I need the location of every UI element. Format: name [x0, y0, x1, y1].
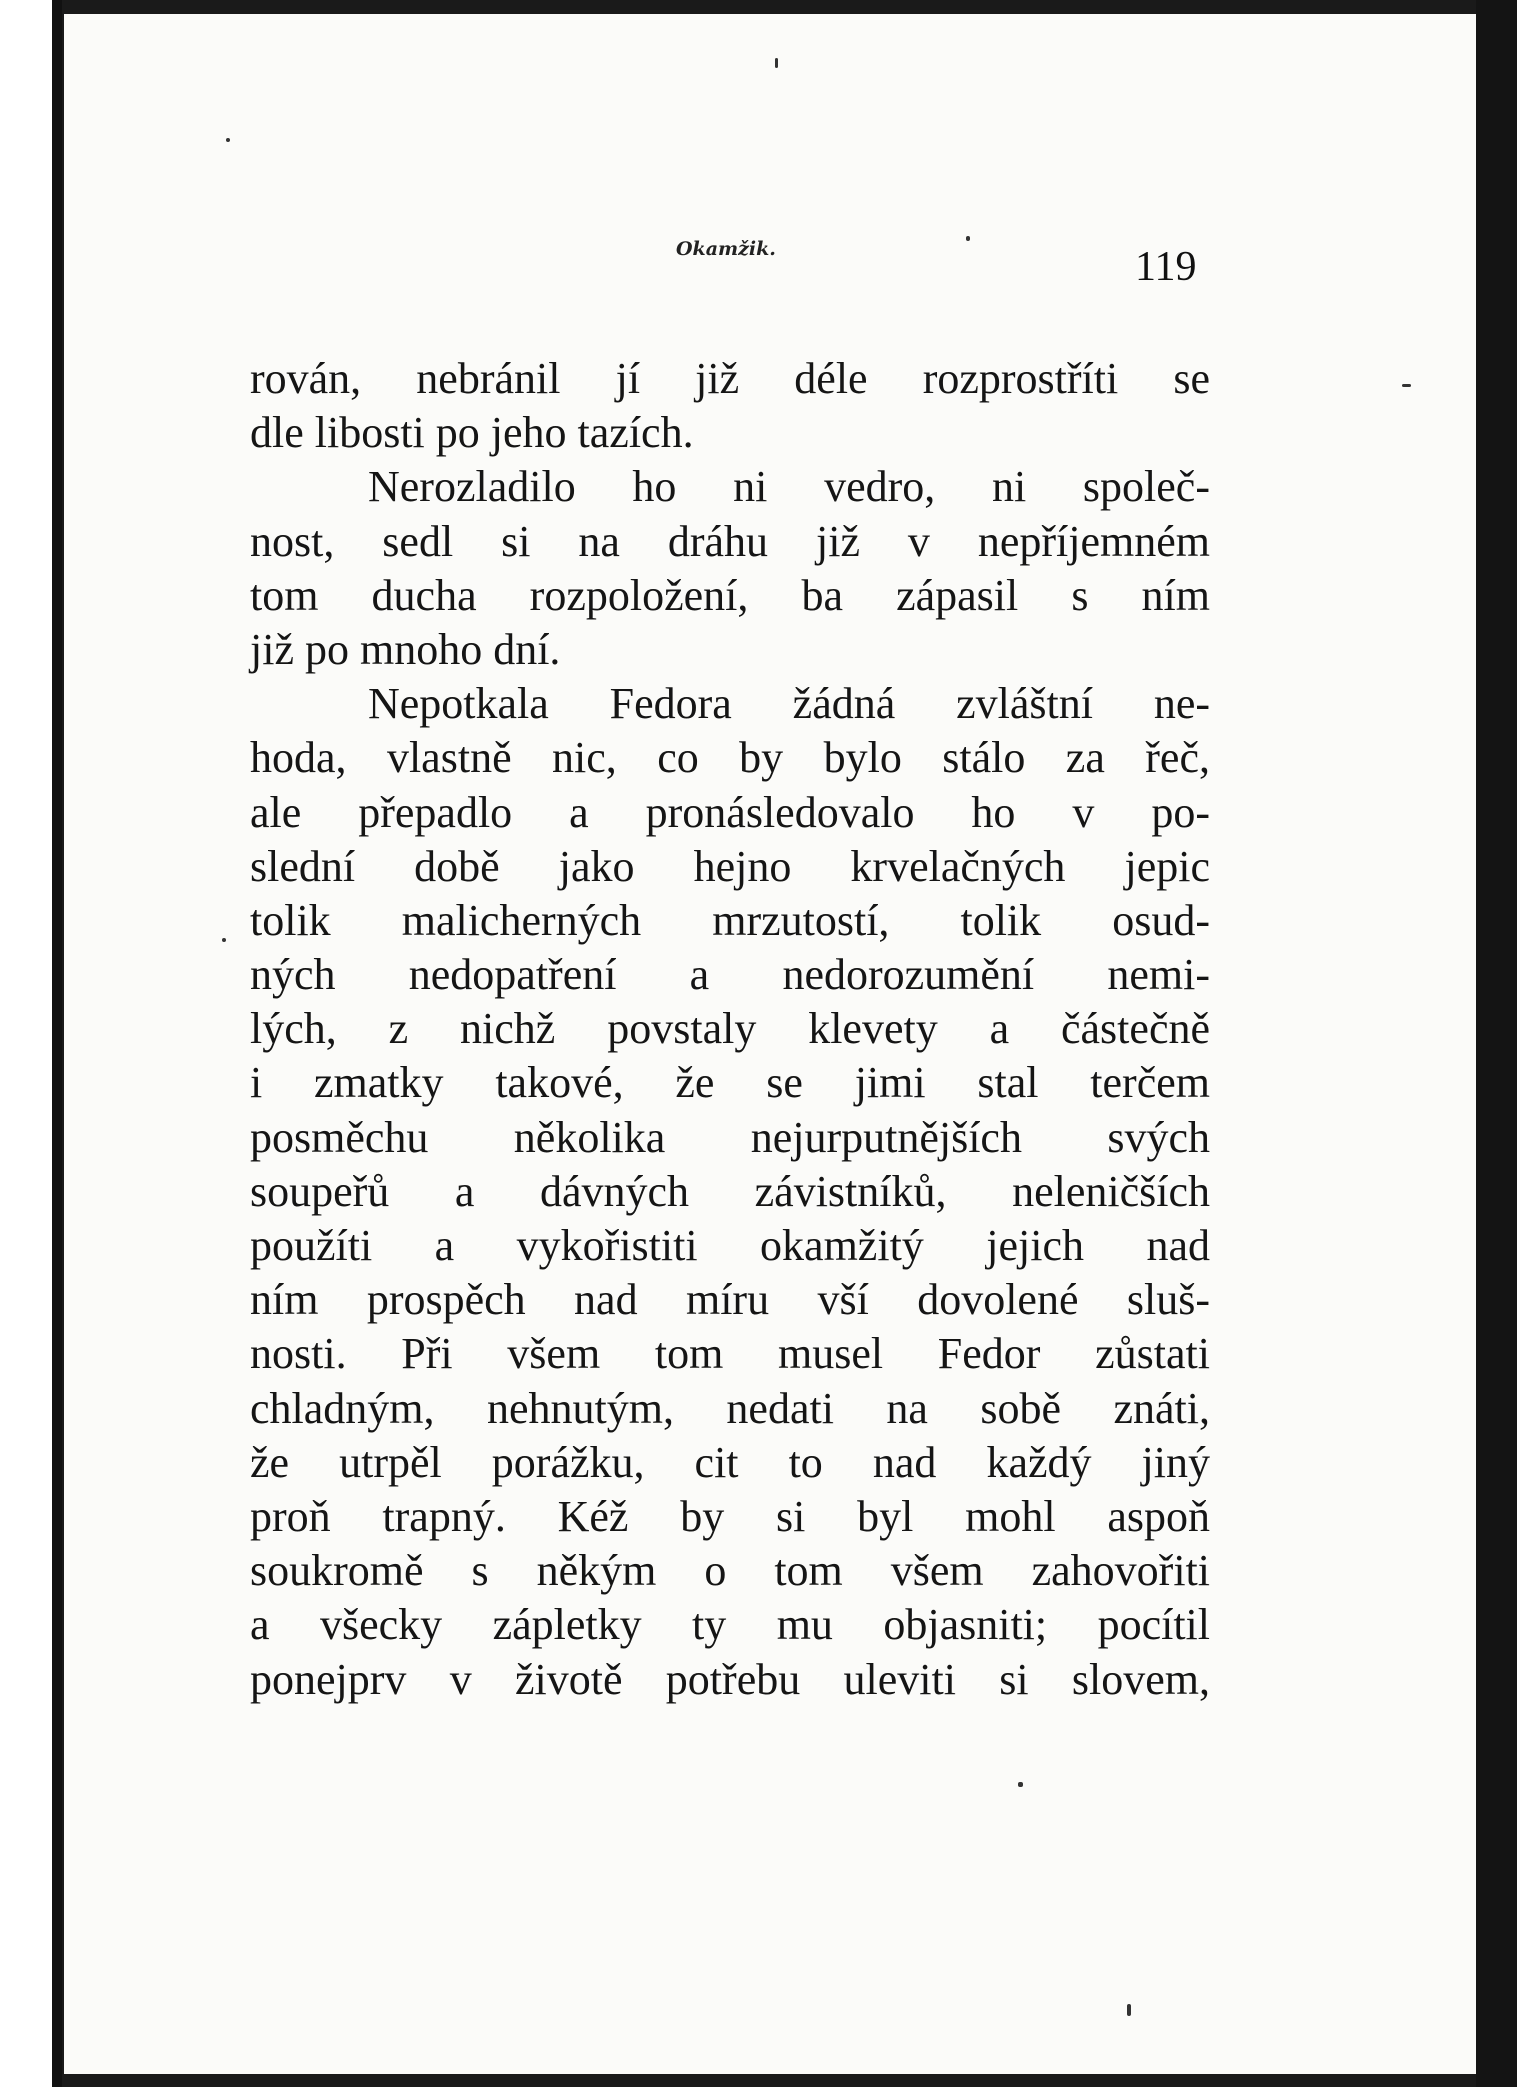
text-line: ponejprv v životě potřebu uleviti si slovem,: [250, 1654, 1210, 1704]
text-line: rován, nebránil jí již déle rozprostříti se: [250, 354, 1210, 403]
text-line: chladným, nehnutým, nedati na sobě znáti,: [250, 1383, 1210, 1433]
text-line: použíti a vykořistiti okamžitý jejich nad: [250, 1221, 1210, 1270]
left-page-edge: [0, 0, 60, 2087]
text-line: soukromě s někým o tom všem zahovořiti: [250, 1546, 1210, 1596]
binding-shadow: [52, 0, 62, 2087]
running-title: Okamžik.: [676, 238, 776, 260]
text-line: nost, sedl si na dráhu již v nepříjemném: [250, 516, 1210, 566]
page-number: 119: [1135, 244, 1197, 290]
scan-speck: [226, 138, 230, 142]
text-line: lých, z nichž povstaly klevety a částečně: [250, 1004, 1210, 1054]
text-line: že utrpěl porážku, cit to nad každý jiný: [250, 1437, 1210, 1487]
text-line: ním prospěch nad míru vší dovolené sluš-: [250, 1275, 1210, 1325]
text-line: tolik malicherných mrzutostí, tolik osud-: [250, 895, 1210, 945]
text-line: slední době jako hejno krvelačných jepic: [250, 841, 1210, 891]
text-line: dle libosti po jeho tazích.: [250, 408, 694, 458]
scan-speck: [966, 236, 970, 241]
text-line: hoda, vlastně nic, co by bylo stálo za řeč,: [250, 733, 1210, 783]
text-line: nosti. Při všem tom musel Fedor zůstati: [250, 1329, 1210, 1379]
body-text: [250, 352, 1210, 1707]
scan-speck: [775, 58, 778, 68]
text-line: i zmatky takové, že se jimi stal terčem: [250, 1058, 1210, 1108]
text-line: soupeřů a dávných závistníků, neleničších: [250, 1166, 1210, 1216]
scan-speck: [1402, 384, 1411, 387]
text-line: posměchu několika nejurputnějších svých: [250, 1112, 1210, 1162]
text-line: ale přepadlo a pronásledovalo ho v po-: [250, 787, 1210, 837]
scan-speck: [222, 938, 226, 942]
text-line: tom ducha rozpoložení, ba zápasil s ním: [250, 570, 1210, 620]
text-line: ných nedopatření a nedorozumění nemi-: [250, 950, 1210, 1000]
text-line: Nepotkala Fedora žádná zvláštní ne-: [368, 679, 1210, 729]
scan-speck: [1127, 2004, 1131, 2016]
scan-speck: [1018, 1782, 1023, 1787]
text-line: Nerozladilo ho ni vedro, ni společ-: [368, 462, 1210, 512]
text-line: proň trapný. Kéž by si byl mohl aspoň: [250, 1491, 1210, 1541]
text-line: a všecky zápletky ty mu objasniti; pocítil: [250, 1600, 1210, 1650]
right-page-edge: [1476, 0, 1517, 2087]
text-line: již po mnoho dní.: [250, 624, 561, 674]
